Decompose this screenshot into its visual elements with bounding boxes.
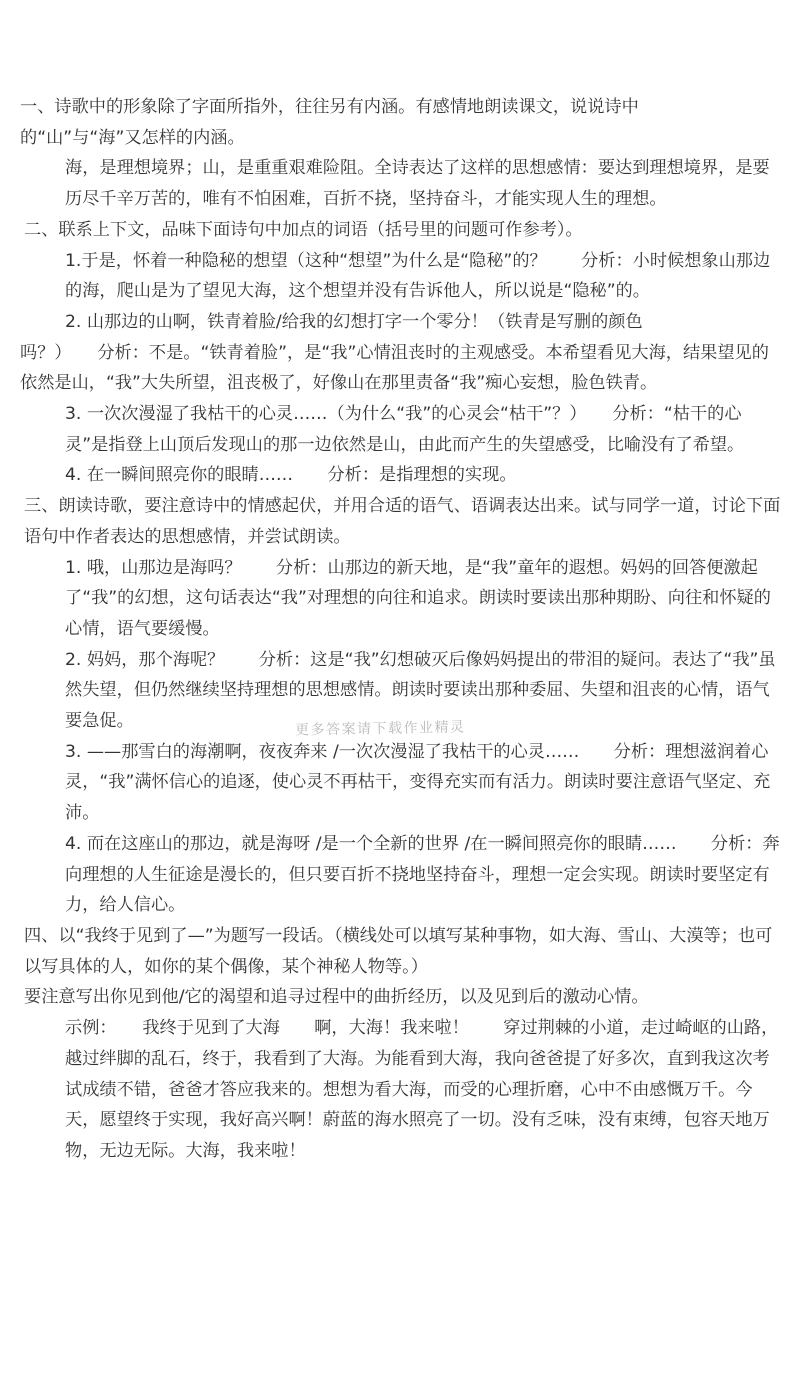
section2-heading: 二、联系上下文，品味下面诗句中加点的词语（括号里的问题可作参考）。: [24, 219, 583, 240]
section2-item-3: 3. 一次次漫湿了我枯干的心灵……（为什么“我”的心灵会“枯干”？） 分析：“枯干的心灵”是指登上山顶后发现山的那一边依然是山，由此而产生的失望感受，比喻没有了希望。: [65, 404, 745, 455]
section2-item-2-line1: 2. 山那边的山啊，铁青着脸/给我的幻想打字一个零分！（铁青是写删的颜色: [65, 311, 643, 332]
section2-item-1: 1.于是，怀着一种隐秘的想望（这种“想望”为什么是“隐秘”的？ 分析：小时候想象山那边的海，爬山是为了望见大海，这个想望并没有告诉他人，所以说是“隐秘”的。: [65, 250, 771, 302]
section4-requirement: 要注意写出你见到他/它的渴望和追寻过程中的曲折经历，以及见到后的激动心情。: [24, 987, 649, 1008]
section3-item-2: 2. 妈妈，那个海呢？ 分析：这是“我”幻想破灭后像妈妈提出的带泪的疑问。表达了“我”虽然失望，但仍然继续坚持理想的思想感情。朗读时要读出那种委屈、失望和沮丧的心情，语气要急促。: [65, 649, 776, 732]
document-body: [20, 92, 782, 1167]
section3-heading: 三、朗读诗歌，要注意诗中的情感起伏，并用合适的语气、语调表达出来。试与同学一道，讨论下面语句中作者表达的思想感情，并尝试朗读。: [24, 496, 781, 547]
section4-heading: 四、以“我终于见到了—”为题写一段话。（横线处可以填写某种事物，如大海、雪山、大漠等；也可以写具体的人，如你的某个偶像，某个神秘人物等。）: [24, 925, 773, 977]
section1-question-line1: 一、诗歌中的形象除了字面所指外，往往另有内涵。有感情地朗读课文，说说诗中: [20, 97, 639, 117]
section1-question-line2: 的“山”与“海”又怎样的内涵。: [20, 127, 245, 148]
section3-item-4: 4. 而在这座山的那边，就是海呀 /是一个全新的世界 /在一瞬间照亮你的眼睛…… 分析：奔向理想的人生征途是漫长的，但只要百折不挠地坚持奋斗，理想一定会实现。朗读时要坚定有力，给人信心。: [65, 833, 780, 916]
watermark: 更多答案请下载作业精灵: [294, 719, 466, 739]
section3-item-3: 3. ——那雪白的海潮啊，夜夜奔来 /一次次漫湿了我枯干的心灵…… 分析：理想滋润着心灵，“我”满怀信心的追逐，使心灵不再枯干，变得充实而有活力。朗读时要注意语气坚定、充沛。: [65, 741, 771, 824]
section3-item-1: 1. 哦，山那边是海吗？ 分析：山那边的新天地，是“我”童年的遐想。妈妈的回答便激起了“我”的幻想，这句话表达“我”对理想的向往和追求。朗读时要读出那种期盼、向往和怀疑的心情，语气要缓慢。: [65, 557, 771, 639]
section2-item-2-rest: 吗？） 分析：不是。“铁青着脸”，是“我”心情沮丧时的主观感受。本希望看见大海，结果望见的依然是山，“我”大失所望，沮丧极了，好像山在那里责备“我”痴心妄想，脸色铁青。: [20, 342, 769, 394]
section2-item-4: 4. 在一瞬间照亮你的眼睛…… 分析：是指理想的实现。: [65, 465, 517, 486]
section4-example: 示例： 我终于见到了大海 啊，大海！我来啦！ 穿过荆棘的小道，走过崎岖的山路，越过绊脚的乱石，终于，我看到了大海。为能看到大海，我向爸爸提了好多次，直到我这次考试成绩不错，爸爸才答应我来的。想想为看大海，而受的心理折磨，心中不由感慨万千。今天，愿望终于实现，我好高兴啊！蔚蓝的海水照亮了一切。没有乏味，没有束缚，包容天地万物，无边无际。大海，我来啦！: [65, 1018, 779, 1161]
section1-answer: 海，是理想境界；山，是重重艰难险阻。全诗表达了这样的思想感情：要达到理想境界，是要历尽千辛万苦的，唯有不怕困难，百折不挠，坚持奋斗，才能实现人生的理想。: [65, 158, 770, 210]
